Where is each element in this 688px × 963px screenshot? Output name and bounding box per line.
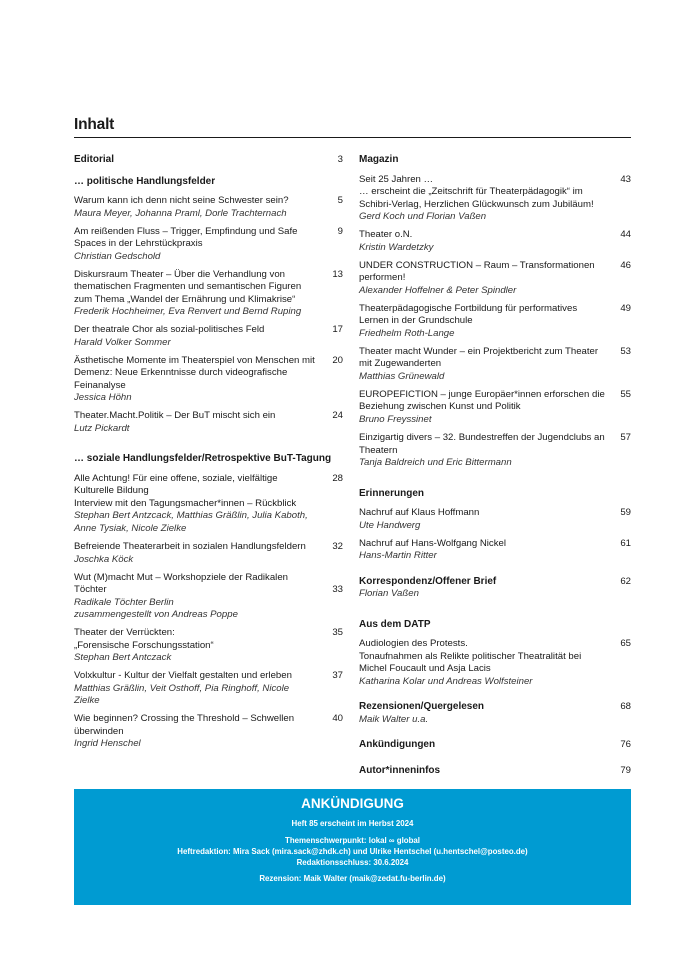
- entry-title: Theater der Verrückten: „Forensische Forschungsstation“: [74, 627, 214, 651]
- entry-page-number: 5: [337, 195, 343, 206]
- toc-entry[interactable]: [74, 269, 343, 319]
- entry-page-number: 68: [620, 701, 631, 713]
- entry-authors: Christian Gedschold: [74, 250, 161, 262]
- toc-entry[interactable]: [359, 260, 631, 298]
- entry-authors: Jessica Höhn: [74, 392, 132, 404]
- toc-entry[interactable]: [359, 507, 631, 532]
- entry-page-number: 13: [332, 268, 343, 280]
- entry-authors: Katharina Kolar und Andreas Wolfsteiner: [359, 675, 533, 687]
- toc-entry[interactable]: [359, 229, 631, 254]
- entry-title: Einzigartig divers – 32. Bundestreffen der Jugendclubs an Theatern: [359, 432, 605, 456]
- section-heading: Magazin: [359, 154, 399, 165]
- entry-authors: Florian Vaßen: [359, 588, 419, 600]
- entry-title: Autor*inneninfos: [359, 764, 441, 776]
- entry-title: Der theatrale Chor als sozial-politisches Feld: [74, 324, 265, 336]
- entry-page-number: 33: [332, 584, 343, 596]
- entry-title: Diskursraum Theater – Über die Verhandlung von thematischen Fragmenten und semantischen Figuren zum Thema „Wandel der Ernährung und Klimakrise“: [74, 268, 302, 305]
- announcement-box: [74, 789, 631, 905]
- entry-authors: Ute Handwerg: [359, 519, 421, 531]
- toc-entry[interactable]: [359, 174, 631, 224]
- toc-entry[interactable]: [359, 346, 631, 384]
- entry-page-number: 53: [620, 345, 631, 357]
- announcement-deadline: Redaktionsschluss: 30.6.2024: [296, 858, 409, 867]
- toc-entry[interactable]: [74, 627, 343, 665]
- toc-entry[interactable]: [74, 713, 343, 751]
- entry-authors: Joschka Köck: [74, 553, 134, 565]
- entry-page-number: 24: [332, 410, 343, 422]
- entry-authors: Stephan Bert Antczack: [74, 652, 172, 664]
- entry-title: Korrespondenz/Offener Brief: [359, 575, 497, 587]
- entry-page-number: 59: [620, 507, 631, 519]
- entry-authors: Friedhelm Roth-Lange: [359, 327, 455, 339]
- entry-page-number: 49: [620, 302, 631, 314]
- entry-title: Ankündigungen: [359, 739, 436, 751]
- toc-entry[interactable]: [74, 195, 343, 220]
- toc-entry[interactable]: [74, 154, 343, 167]
- entry-page-number: 55: [620, 388, 631, 400]
- toc-entry[interactable]: [359, 389, 631, 427]
- entry-title: Am reißenden Fluss – Trigger, Empfindung und Safe Spaces in der Lehrstückpraxis: [74, 225, 298, 250]
- entry-authors: Lutz Pickardt: [74, 422, 130, 434]
- entry-authors: Frederik Hochheimer, Eva Renvert und Bernd Ruping: [74, 306, 302, 318]
- entry-authors: Harald Volker Sommer: [74, 336, 171, 348]
- entry-authors: Gerd Koch und Florian Vaßen: [359, 211, 487, 222]
- toc-entry[interactable]: [74, 410, 343, 435]
- toc-entry[interactable]: [74, 670, 343, 708]
- entry-page-number: 3: [337, 154, 343, 165]
- entry-title: Warum kann ich denn nicht seine Schwester sein?: [74, 195, 289, 206]
- entry-authors: Matthias Gräßlin, Veit Osthoff, Pia Ringhoff, Nicole Zielke: [74, 682, 290, 707]
- entry-page-number: 20: [332, 354, 343, 366]
- entry-title: Editorial: [74, 154, 115, 165]
- entry-page-number: 79: [620, 764, 631, 776]
- toc-right-column: [359, 154, 631, 783]
- entry-page-number: 44: [620, 229, 631, 241]
- entry-page-number: 57: [620, 432, 631, 444]
- section-heading: … politische Handlungsfelder: [74, 175, 216, 187]
- toc-entry[interactable]: [359, 765, 631, 778]
- entry-title: Theaterpädagogische Fortbildung für performatives Lernen in der Grundschule: [359, 302, 578, 327]
- entry-title: Alle Achtung! Für eine offene, soziale, vielfältige Kulturelle Bildung Interview mit den Tagungsmacher*innen – Rückblick: [74, 472, 297, 509]
- announcement-heading: ANKÜNDIGUNG: [301, 796, 404, 811]
- entry-authors: Ingrid Henschel: [74, 738, 141, 750]
- entry-authors: Stephan Bert Antzcack, Matthias Gräßlin, Julia Kaboth, Anne Tysiak, Nicole Zielke: [74, 510, 308, 534]
- entry-title: Theater.Macht.Politik – Der BuT mischt sich ein: [74, 410, 276, 422]
- entry-page-number: 28: [332, 472, 343, 484]
- announcement-editors: Heftredaktion: Mira Sack (mira.sack@zhdk.ch) und Ulrike Hentschel (u.hentschel@posteo.de): [177, 847, 528, 856]
- entry-title: Wie beginnen? Crossing the Threshold – Schwellen überwinden: [74, 713, 295, 737]
- entry-title: EUROPEFICTION – junge Europäer*innen erforschen die Beziehung zwischen Kunst und Politik: [359, 388, 605, 413]
- toc-entry[interactable]: [359, 303, 631, 341]
- toc-entry[interactable]: [359, 576, 631, 601]
- entry-title: Wut (M)macht Mut – Workshopziele der Radikalen Töchter: [74, 571, 288, 596]
- entry-page-number: 61: [620, 537, 631, 549]
- entry-authors: Maik Walter u.a.: [359, 713, 429, 725]
- page-title: Inhalt: [74, 116, 115, 133]
- entry-authors: Kristin Wardetzky: [359, 241, 434, 253]
- section-heading: Aus dem DATP: [359, 618, 431, 630]
- entry-page-number: 62: [620, 575, 631, 587]
- entry-title: Seit 25 Jahren … … erscheint die „Zeitschrift für Theaterpädagogik“ im Schibri-Verlag, Herzlichen Glückwunsch zum Jubiläum!: [359, 173, 594, 210]
- announcement-issue: Heft 85 erscheint im Herbst 2024: [291, 819, 414, 828]
- entry-title: Nachruf auf Hans-Wolfgang Nickel: [359, 537, 506, 549]
- entry-page-number: 32: [332, 541, 343, 553]
- entry-page-number: 17: [332, 324, 343, 336]
- entry-title: Ästhetische Momente im Theaterspiel von Menschen mit Demenz: Neue Erkenntnisse durch videografische Feinanalyse: [74, 354, 315, 391]
- toc-entry[interactable]: [359, 638, 631, 688]
- entry-authors: Radikale Töchter Berlin zusammengestellt von Andreas Poppe: [74, 596, 238, 621]
- title-rule: [74, 137, 631, 138]
- entry-page-number: 65: [620, 638, 631, 650]
- entry-page-number: 37: [332, 670, 343, 682]
- entry-page-number: 40: [332, 713, 343, 725]
- toc-entry[interactable]: [359, 739, 631, 752]
- entry-page-number: 43: [620, 173, 631, 185]
- entry-authors: Tanja Baldreich und Eric Bittermann: [359, 457, 512, 469]
- entry-title: Befreiende Theaterarbeit in sozialen Handlungsfeldern: [74, 541, 306, 553]
- toc-entry[interactable]: [74, 541, 343, 566]
- entry-page-number: 35: [332, 627, 343, 639]
- announcement-focus: Themenschwerpunkt: lokal ∞ global: [285, 836, 420, 845]
- entry-page-number: 9: [337, 225, 343, 237]
- entry-page-number: 76: [620, 739, 631, 751]
- toc-entry[interactable]: [359, 432, 631, 470]
- toc-left-column: [74, 154, 343, 757]
- entry-authors: Alexander Hoffelner & Peter Spindler: [359, 284, 517, 296]
- section-heading: … soziale Handlungsfelder/Retrospektive BuT-Tagung: [74, 453, 332, 465]
- section-heading: Erinnerungen: [359, 487, 425, 499]
- toc-entry[interactable]: [359, 538, 631, 563]
- entry-title: UNDER CONSTRUCTION – Raum – Transformationen performen!: [359, 259, 595, 284]
- entry-authors: Hans-Martin Ritter: [359, 550, 437, 562]
- entry-authors: Matthias Grünewald: [359, 370, 445, 382]
- entry-title: Theater macht Wunder – ein Projektbericht zum Theater mit Zugewanderten: [359, 345, 599, 370]
- entry-page-number: 46: [620, 259, 631, 271]
- entry-title: Volxkultur - Kultur der Vielfalt gestalten und erleben: [74, 670, 292, 682]
- toc-entry[interactable]: [74, 355, 343, 405]
- entry-authors: Maura Meyer, Johanna Praml, Dorle Trachternach: [74, 207, 287, 219]
- entry-title: Theater o.N.: [359, 229, 413, 241]
- toc-entry[interactable]: [74, 324, 343, 349]
- entry-authors: Bruno Freyssinet: [359, 413, 432, 425]
- announcement-review: Rezension: Maik Walter (maik@zedat.fu-berlin.de): [259, 874, 446, 883]
- entry-title: Rezensionen/Quergelesen: [359, 701, 485, 713]
- toc-entry[interactable]: [74, 226, 343, 264]
- toc-entry[interactable]: [74, 473, 343, 536]
- toc-entry[interactable]: [359, 701, 631, 726]
- toc-entry[interactable]: [74, 572, 343, 622]
- entry-title: Audiologien des Protests. Tonaufnahmen als Relikte politischer Theatralität bei Michel Foucault und Asja Lacis: [359, 638, 582, 675]
- entry-title: Nachruf auf Klaus Hoffmann: [359, 507, 480, 519]
